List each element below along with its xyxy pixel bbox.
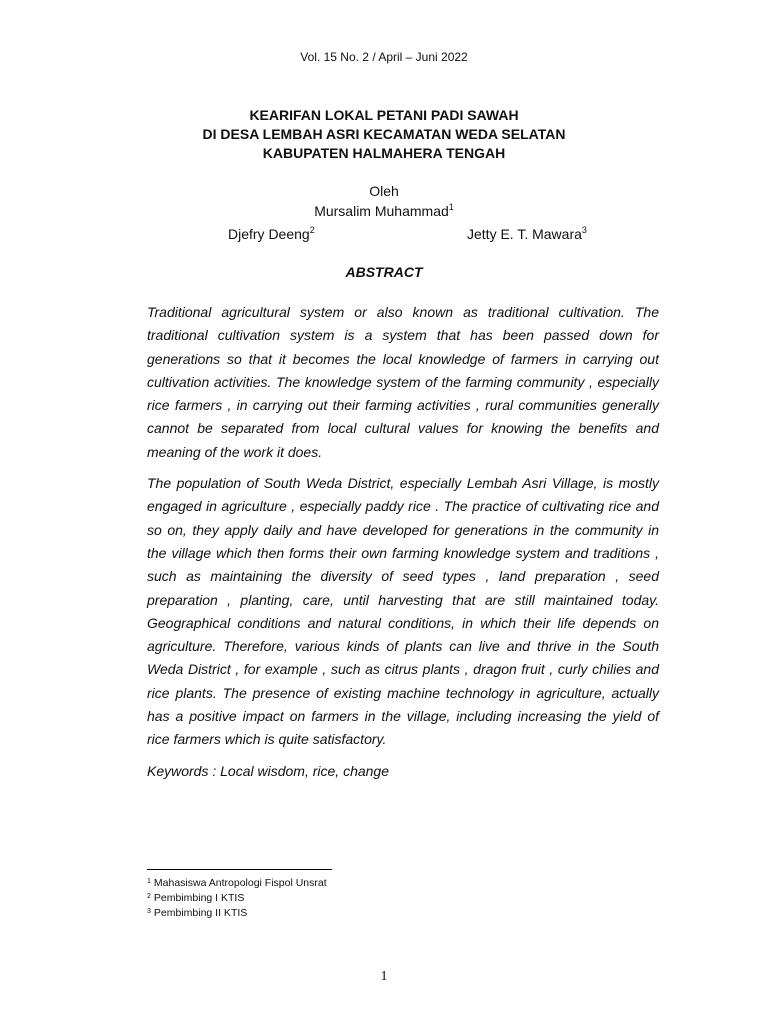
footnote-2 xyxy=(147,891,547,906)
footnote-1-number: 1 xyxy=(147,878,151,885)
abstract-heading: ABSTRACT xyxy=(345,264,423,280)
footnote-3 xyxy=(147,906,547,921)
author-3 xyxy=(467,225,587,243)
abstract-paragraph-2: The population of South Weda District, especially Lembah Asri Village, is mostly engaged in agriculture , especially paddy rice . The practice of cultivating rice and so on, they apply daily and have developed for generations in the community in the village which then forms their own farming knowledge system and traditions , such as maintaining the diversity of seed types , land preparation , seed preparation , planting, care, until harvesting that are still maintained today. Geographical conditions and natural conditions, in which their life depends on agriculture. Therefore, various kinds of plants can live and thrive in the South Weda District , for example , such as citrus plants , dragon fruit , curly chilies and rice plants. The presence of existing machine technology in agriculture, actually has a positive impact on farmers in the village, including increasing the yield of rice farmers which is quite satisfactory. xyxy=(147,475,659,748)
footnote-3-number: 3 xyxy=(147,908,151,915)
footnote-3-text: Pembimbing II KTIS xyxy=(153,907,248,919)
page-number: 1 xyxy=(380,969,388,984)
author-3-name: Jetty E. T. Mawara xyxy=(467,226,582,242)
author-3-mark: 3 xyxy=(581,225,587,235)
paper-title xyxy=(0,106,768,163)
author-1-name: Mursalim Muhammad xyxy=(314,203,449,219)
author-1-mark: 1 xyxy=(448,202,454,212)
author-2 xyxy=(228,225,315,243)
footnote-1 xyxy=(147,876,547,891)
footnote-1-text: Mahasiswa Antropologi Fispol Unsrat xyxy=(153,877,327,889)
title-line-3: KABUPATEN HALMAHERA TENGAH xyxy=(262,145,506,161)
title-line-1: KEARIFAN LOKAL PETANI PADI SAWAH xyxy=(249,107,519,123)
footnote-2-number: 2 xyxy=(147,893,151,900)
author-2-mark: 2 xyxy=(309,225,315,235)
author-1 xyxy=(0,202,768,220)
footnotes xyxy=(147,876,547,921)
title-line-2: DI DESA LEMBAH ASRI KECAMATAN WEDA SELATAN xyxy=(202,126,566,142)
author-2-name: Djefry Deeng xyxy=(228,226,310,242)
footnote-divider xyxy=(147,869,332,870)
journal-volume-header: Vol. 15 No. 2 / April – Juni 2022 xyxy=(300,50,468,64)
keywords-line: Keywords : Local wisdom, rice, change xyxy=(147,762,389,779)
by-label: Oleh xyxy=(369,183,399,199)
abstract-paragraph-1: Traditional agricultural system or also known as traditional cultivation. The traditional cultivation system is a system that has been passed down for generations so that it becomes the local knowledge of farmers in carrying out cultivation activities. The knowledge system of the farming community , especially rice farmers , in carrying out their farming activities , rural communities generally cannot be separated from local cultural values for knowing the benefits and meaning of the work it does. xyxy=(147,304,659,460)
abstract-body xyxy=(147,301,659,791)
footnote-2-text: Pembimbing I KTIS xyxy=(153,892,245,904)
